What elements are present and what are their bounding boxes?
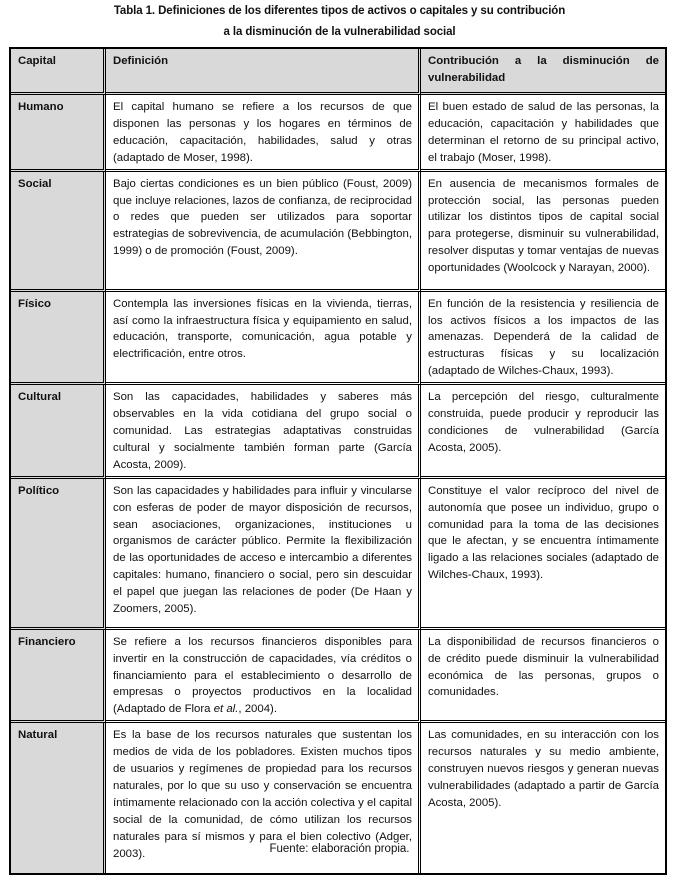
- definition-text: Se refiere a los recursos financieros disponibles para invertir en la construcción de capacidades, vía créditos o financiamiento para el establecimiento o desarrollo de empresas o proyectos productivos en la localidad (Adaptado de Flora: [113, 635, 412, 716]
- row-label: Natural: [11, 723, 106, 873]
- header-capital: Capital: [11, 49, 106, 95]
- row-contribution: El buen estado de salud de las personas, la educación, capacitación y habilidades que determinan el retorno de su principal activo, el trabajo (Moser, 1998).: [421, 95, 665, 172]
- table-caption-line-1: Tabla 1. Definiciones de los diferentes tipos de activos o capitales y su contribución: [113, 5, 566, 17]
- row-definition: Son las capacidades y habilidades para influir y vincularse con esferas de poder de mayor disposición de recursos, sean asociaciones, organizaciones, instituciones u organismos de carácter público. Permite la flexibilización de las oportunidades de acceso e intercambio a diferentes capitales: humano, financiero o social, pero sin descuidar el papel que juegan las relaciones de poder (De Haan y Zoomers, 2005).: [106, 479, 421, 630]
- row-definition: [106, 630, 421, 724]
- row-label: Físico: [11, 292, 106, 386]
- capitals-table: [9, 47, 667, 875]
- row-contribution: En ausencia de mecanismos formales de protección social, las personas pueden utilizar los distintos tipos de capital social para protegerse, disminuir su vulnerabilidad, resolver disputas y tomar ventajas de nuevas oportunidades (Woolcock y Narayan, 2000).: [421, 172, 665, 292]
- table-row-fisico: [11, 292, 665, 386]
- row-contribution: La percepción del riesgo, culturalmente construida, puede producir y reproducir las condiciones de vulnerabilidad (García Acosta, 2005).: [421, 385, 665, 479]
- header-definicion: Definición: [106, 49, 421, 95]
- row-label: Político: [11, 479, 106, 630]
- et-al-italic: et al.: [213, 703, 239, 716]
- table-caption-line-2: a la disminución de la vulnerabilidad social: [223, 26, 456, 38]
- row-label: Humano: [11, 95, 106, 172]
- row-definition: Es la base de los recursos naturales que sustentan los medios de vida de los pobladores. Existen muchos tipos de usuarios y regímenes de propiedad para los recursos naturales, por lo que su uso y conservación se encuentra íntimamente relacionado con la acción colectiva y el capital social de la comunidad, de cómo utilizan los recursos naturales para sí mismos y para el bien colectivo (Adger, 2003).: [106, 723, 421, 873]
- source-note: Fuente: elaboración propia.: [269, 843, 410, 855]
- row-contribution: Las comunidades, en su interacción con los recursos naturales y su medio ambiente, construyen nuevos riesgos y generan nuevas vulnerabilidades (adaptado a partir de García Acosta, 2005).: [421, 723, 665, 873]
- table-row-humano: [11, 95, 665, 172]
- row-definition: Son las capacidades, habilidades y saberes más observables en la vida cotidiana del grupo social o comunidad. Las estrategias adaptativas construidas cultural y socialmente también forman parte (García Acosta, 2009).: [106, 385, 421, 479]
- table-row-politico: [11, 479, 665, 630]
- row-contribution: La disponibilidad de recursos financieros o de crédito puede disminuir la vulnerabilidad económica de las personas, grupos o comunidades.: [421, 630, 665, 724]
- table-row-social: [11, 172, 665, 292]
- row-definition: Contempla las inversiones físicas en la vivienda, tierras, así como la infraestructura física y equipamiento en salud, educación, transporte, comunicación, agua potable y electrificación, entre otros.: [106, 292, 421, 386]
- row-label: Social: [11, 172, 106, 292]
- row-contribution: Constituye el valor recíproco del nivel de autonomía que posee un individuo, grupo o comunidad para la toma de las decisiones que le afectan, y se encuentra íntimamente ligado a las relaciones sociales (adaptado de Wilches-Chaux, 1993).: [421, 479, 665, 630]
- definition-text-end: , 2004).: [238, 703, 278, 716]
- header-contribucion: Contribución a la disminución de vulnerabilidad: [421, 49, 665, 95]
- table-row-financiero: [11, 630, 665, 724]
- row-definition: Bajo ciertas condiciones es un bien público (Foust, 2009) que incluye relaciones, lazos de confianza, de reciprocidad o redes que pueden ser utilizados para soportar estrategias de sobrevivencia, de acumulación (Bebbington, 1999) o de promoción (Foust, 2009).: [106, 172, 421, 292]
- table-row-cultural: [11, 385, 665, 479]
- row-definition: El capital humano se refiere a los recursos de que disponen las personas y los hogares en términos de educación, capacitación, habilidades, salud y otras (adaptado de Moser, 1998).: [106, 95, 421, 172]
- row-contribution: En función de la resistencia y resiliencia de los activos físicos a los impactos de las amenazas. Dependerá de la calidad de estructuras físicas y su localización (adaptado de Wilches-Chaux, 1993).: [421, 292, 665, 386]
- row-label: Cultural: [11, 385, 106, 479]
- table-header-row: [11, 49, 665, 95]
- row-label: Financiero: [11, 630, 106, 724]
